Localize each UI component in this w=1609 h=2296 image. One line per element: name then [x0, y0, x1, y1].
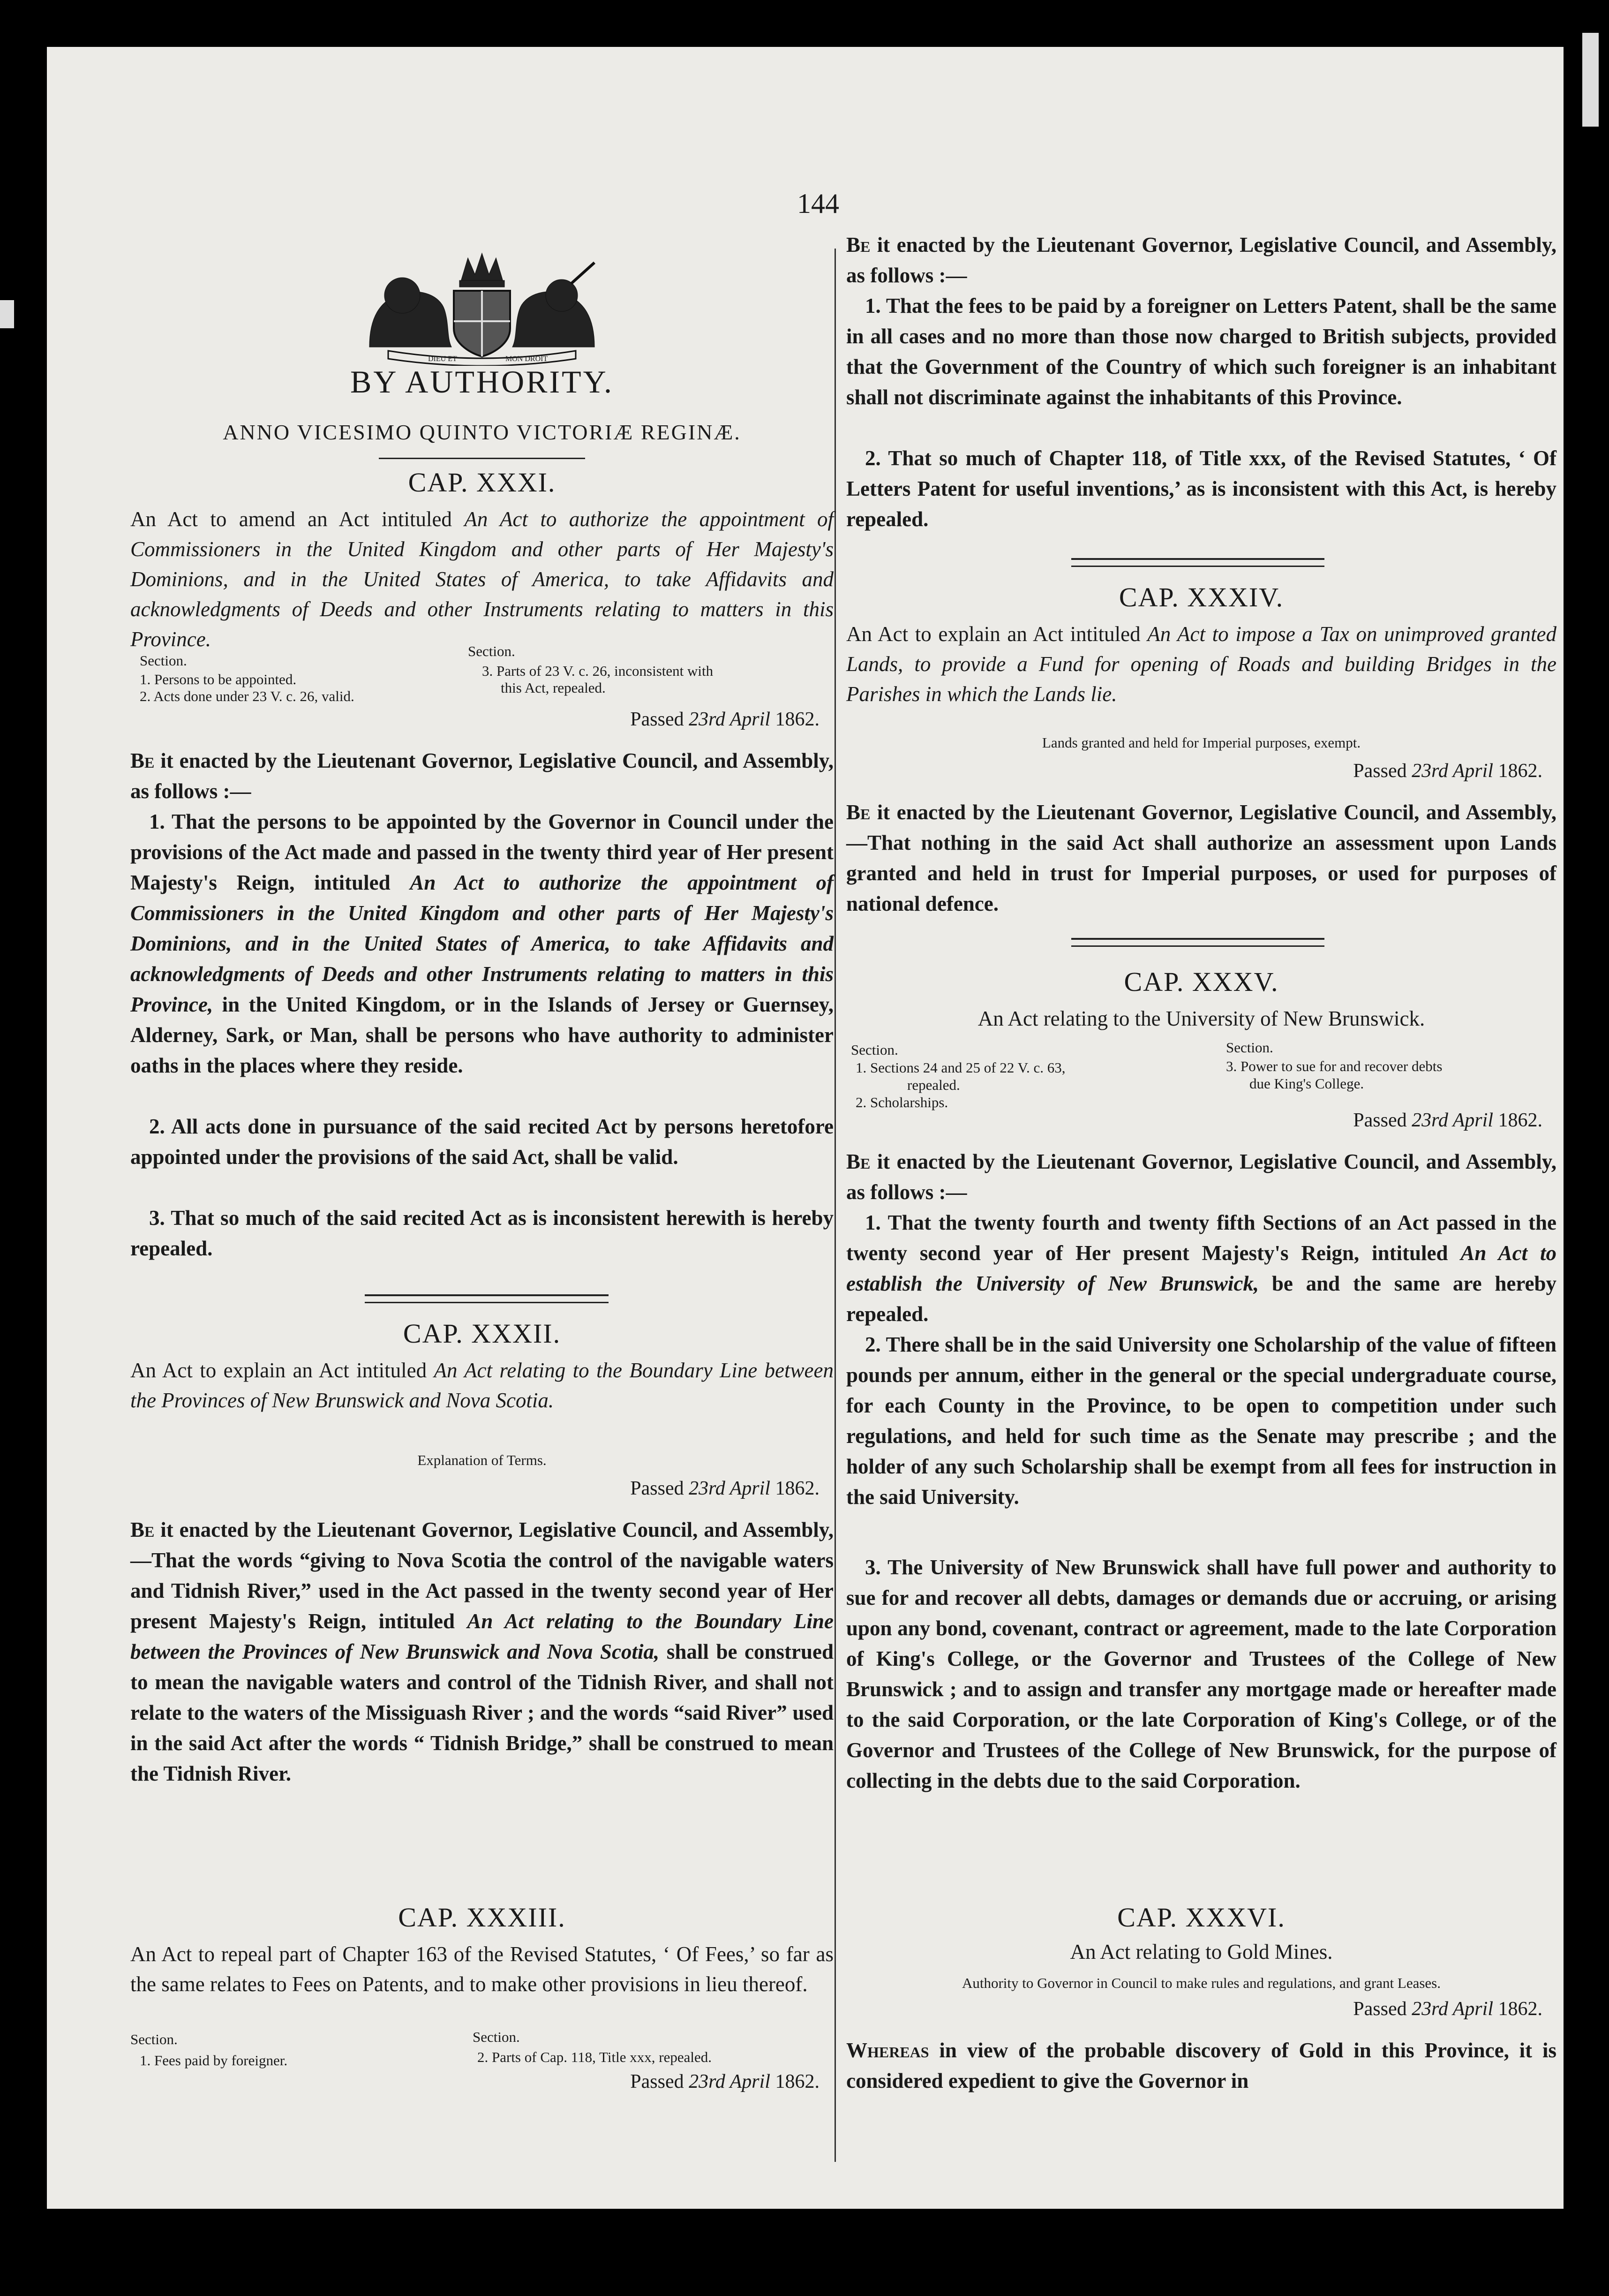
cap-36-passed: Passed 23rd April 1862.	[1353, 1998, 1542, 2020]
page-number: 144	[797, 188, 839, 219]
cap-31-passed: Passed 23rd April 1862.	[630, 709, 820, 730]
cap-35-paragraph-2: 2. There shall be in the said University one Scholarship of the value of fifteen pounds per annum, either in the general or the special undergraduate course, for each County in the Province, to be open to competition under such regulations, and held for such time as the Senate may prescribe ; and the holder of any such Scholarship shall be exempt from all fees for instruction in the said University.	[846, 1333, 1556, 1509]
cap-33-section-label-left: Section.	[130, 2031, 178, 2047]
cap-34-body: Be it enacted by the Lieutenant Governor, Legislative Council, and Assembly,—That nothing in the said Act shall authorize an assessment upon Lands granted and held in trust for Imperial purposes, or used for purposes of national defence.	[846, 801, 1556, 915]
cap-35-section-3a: 3. Power to sue for and recover debts	[1226, 1058, 1443, 1074]
cap-33-passed: Passed 23rd April 1862.	[630, 2071, 820, 2092]
cap-34-passed: Passed 23rd April 1862.	[1353, 760, 1542, 782]
cap-36-note: Authority to Governor in Council to make rules and regulations, and grant Leases.	[962, 1975, 1441, 1991]
cap-31-section-1: 1. Persons to be appointed.	[140, 671, 297, 687]
cap-35-title: An Act relating to the University of New Brunswick.	[977, 1007, 1425, 1030]
cap-34-heading: CAP. XXXIV.	[1119, 582, 1284, 612]
cap-35-heading: CAP. XXXV.	[1124, 967, 1279, 997]
cap-33-title: An Act to repeal part of Chapter 163 of the Revised Statutes, ‘ Of Fees,’ so far as the same relates to Fees on Patents, and to make other provisions in lieu thereof.	[130, 1942, 834, 1996]
cap-31-section-label-left: Section.	[140, 652, 187, 669]
column-divider	[835, 249, 836, 2162]
cap-34-title: An Act to explain an Act intituled An Act to impose a Tax on unimproved granted Lands, to provide a Fund for opening of Roads and building Bridges in the Parishes in which the Lands lie.	[846, 622, 1556, 706]
cap-35-paragraph-1: 1. That the twenty fourth and twenty fifth Sections of an Act passed in the twenty second year of Her present Majesty's Reign, intituled An Act to establish the University of New Brunswick, be and the same are hereby repealed.	[846, 1211, 1556, 1326]
cap-31-heading: CAP. XXXI.	[408, 467, 556, 498]
cap-31-section-3b: this Act, repealed.	[501, 680, 606, 696]
cap-35-paragraph-3: 3. The University of New Brunswick shall have full power and authority to sue for and recover all debts, damages or demands due or accruing, or arising upon any bond, covenant, contract or agreement, made to the late Corporation of King's College, or the Governor and Trustees of the College of New Brunswick ; and to assign and transfer any mortgage made or hereafter made to the said Corporation, or the late Corporation of King's College, or of the Governor and Trustees of the College of New Brunswick, for the purpose of collecting in the debts due to the said Corporation.	[846, 1556, 1556, 1792]
cap-36-body: Whereas in view of the probable discovery of Gold in this Province, it is considered expedient to give the Governor in	[846, 2039, 1556, 2092]
scan-edge-mark	[0, 300, 14, 328]
cap-33-section-label-right: Section.	[473, 2029, 520, 2045]
cap-33-heading: CAP. XXXIII.	[398, 1902, 566, 1933]
cap-35-section-label-left: Section.	[851, 1042, 898, 1058]
heading-rule	[379, 458, 585, 459]
cap-31-enacting-clause: Be it enacted by the Lieutenant Governor, Legislative Council, and Assembly, as follows :—	[130, 749, 834, 803]
cap-31-section-3a: 3. Parts of 23 V. c. 26, inconsistent with	[482, 663, 714, 679]
cap-35-section-3b: due King's College.	[1249, 1075, 1364, 1092]
cap-32-heading: CAP. XXXII.	[403, 1318, 561, 1349]
section-divider-rule	[1071, 938, 1324, 947]
cap-35-section-1a: 1. Sections 24 and 25 of 22 V. c. 63,	[856, 1059, 1066, 1076]
cap-33-enacting-clause: Be it enacted by the Lieutenant Governor, Legislative Council, and Assembly, as follows :—	[846, 233, 1556, 287]
cap-33-section-1: 1. Fees paid by foreigner.	[140, 2052, 288, 2069]
cap-34-note: Lands granted and held for Imperial purposes, exempt.	[1042, 734, 1361, 751]
document-page	[47, 47, 1564, 2209]
motto-left-text: DIEU ET	[428, 355, 457, 363]
cap-31-title: An Act to amend an Act intituled An Act to authorize the appointment of Commissioners in the United Kingdom and other parts of Her Majesty's Dominions, and in the United States of America, to take Affidavits and acknowledgments of Deeds and other Instruments relating to matters in this Province.	[130, 507, 834, 651]
cap-31-section-2: 2. Acts done under 23 V. c. 26, valid.	[140, 688, 354, 704]
section-divider-rule	[365, 1294, 609, 1303]
cap-36-heading: CAP. XXXVI.	[1117, 1902, 1286, 1933]
cap-33-paragraph-1: 1. That the fees to be paid by a foreigner on Letters Patent, shall be the same in all cases and no more than those now charged to British subjects, provided that the Government of the Country of which such foreigner is an inhabitant shall not discriminate against the inhabitants of this Province.	[846, 294, 1556, 409]
cap-35-section-label-right: Section.	[1226, 1039, 1273, 1056]
cap-35-enacting-clause: Be it enacted by the Lieutenant Governor, Legislative Council, and Assembly, as follows :—	[846, 1150, 1556, 1204]
cap-32-body: Be it enacted by the Lieutenant Governor, Legislative Council, and Assembly,—That the words “giving to Nova Scotia the control of the navigable waters and Tidnish River,” used in the Act passed in the twenty second year of Her present Majesty's Reign, intituled An Act relating to the Boundary Line between the Provinces of New Brunswick and Nova Scotia, shall be construed to mean the navigable waters and control of the Tidnish River, and shall not relate to the waters of the Missiguash River ; and the words “said River” used in the said Act after the words “ Tidnish Bridge,” shall be construed to mean the Tidnish River.	[130, 1518, 834, 1785]
cap-31-paragraph-3: 3. That so much of the said recited Act as is inconsistent herewith is hereby repealed.	[130, 1206, 834, 1260]
cap-33-section-2: 2. Parts of Cap. 118, Title xxx, repealed.	[477, 2049, 712, 2065]
cap-31-paragraph-1: 1. That the persons to be appointed by the Governor in Council under the provisions of the Act made and passed in the twenty third year of Her present Majesty's Reign, intituled An Act to authorize the appointment of Commissioners in the United Kingdom and other parts of Her Majesty's Dominions, and in the United States of America, to take Affidavits and acknowledgments of Deeds and other Instruments relating to matters in this Province, in the United Kingdom, or in the Islands of Jersey or Guernsey, Alderney, Sark, or Man, shall be persons who have authority to administer oaths in the places where they reside.	[130, 810, 834, 1077]
cap-35-passed: Passed 23rd April 1862.	[1353, 1110, 1542, 1131]
anno-heading: ANNO VICESIMO QUINTO VICTORIÆ REGINÆ.	[223, 420, 741, 444]
cap-32-title: An Act to explain an Act intituled An Act relating to the Boundary Line between the Provinces of New Brunswick and Nova Scotia.	[130, 1359, 834, 1412]
cap-31-paragraph-2: 2. All acts done in pursuance of the said recited Act by persons heretofore appointed under the provisions of the said Act, shall be valid.	[130, 1115, 834, 1169]
cap-32-passed: Passed 23rd April 1862.	[630, 1478, 820, 1499]
cap-35-section-1b: repealed.	[907, 1077, 960, 1093]
motto-right-text: MON DROIT	[505, 355, 548, 363]
cap-32-note: Explanation of Terms.	[417, 1452, 547, 1468]
cap-36-title: An Act relating to Gold Mines.	[1070, 1940, 1333, 1964]
royal-coat-of-arms-image	[351, 249, 613, 366]
by-authority-heading: BY AUTHORITY.	[350, 364, 614, 400]
cap-35-section-2: 2. Scholarships.	[856, 1094, 948, 1110]
section-divider-rule	[1071, 558, 1324, 567]
scan-edge-mark	[1582, 33, 1599, 127]
cap-31-section-label-right: Section.	[468, 643, 515, 659]
cap-33-paragraph-2: 2. That so much of Chapter 118, of Title xxx, of the Revised Statutes, ‘ Of Letters Patent for useful inventions,’ as is inconsistent with this Act, is hereby repealed.	[846, 446, 1556, 531]
